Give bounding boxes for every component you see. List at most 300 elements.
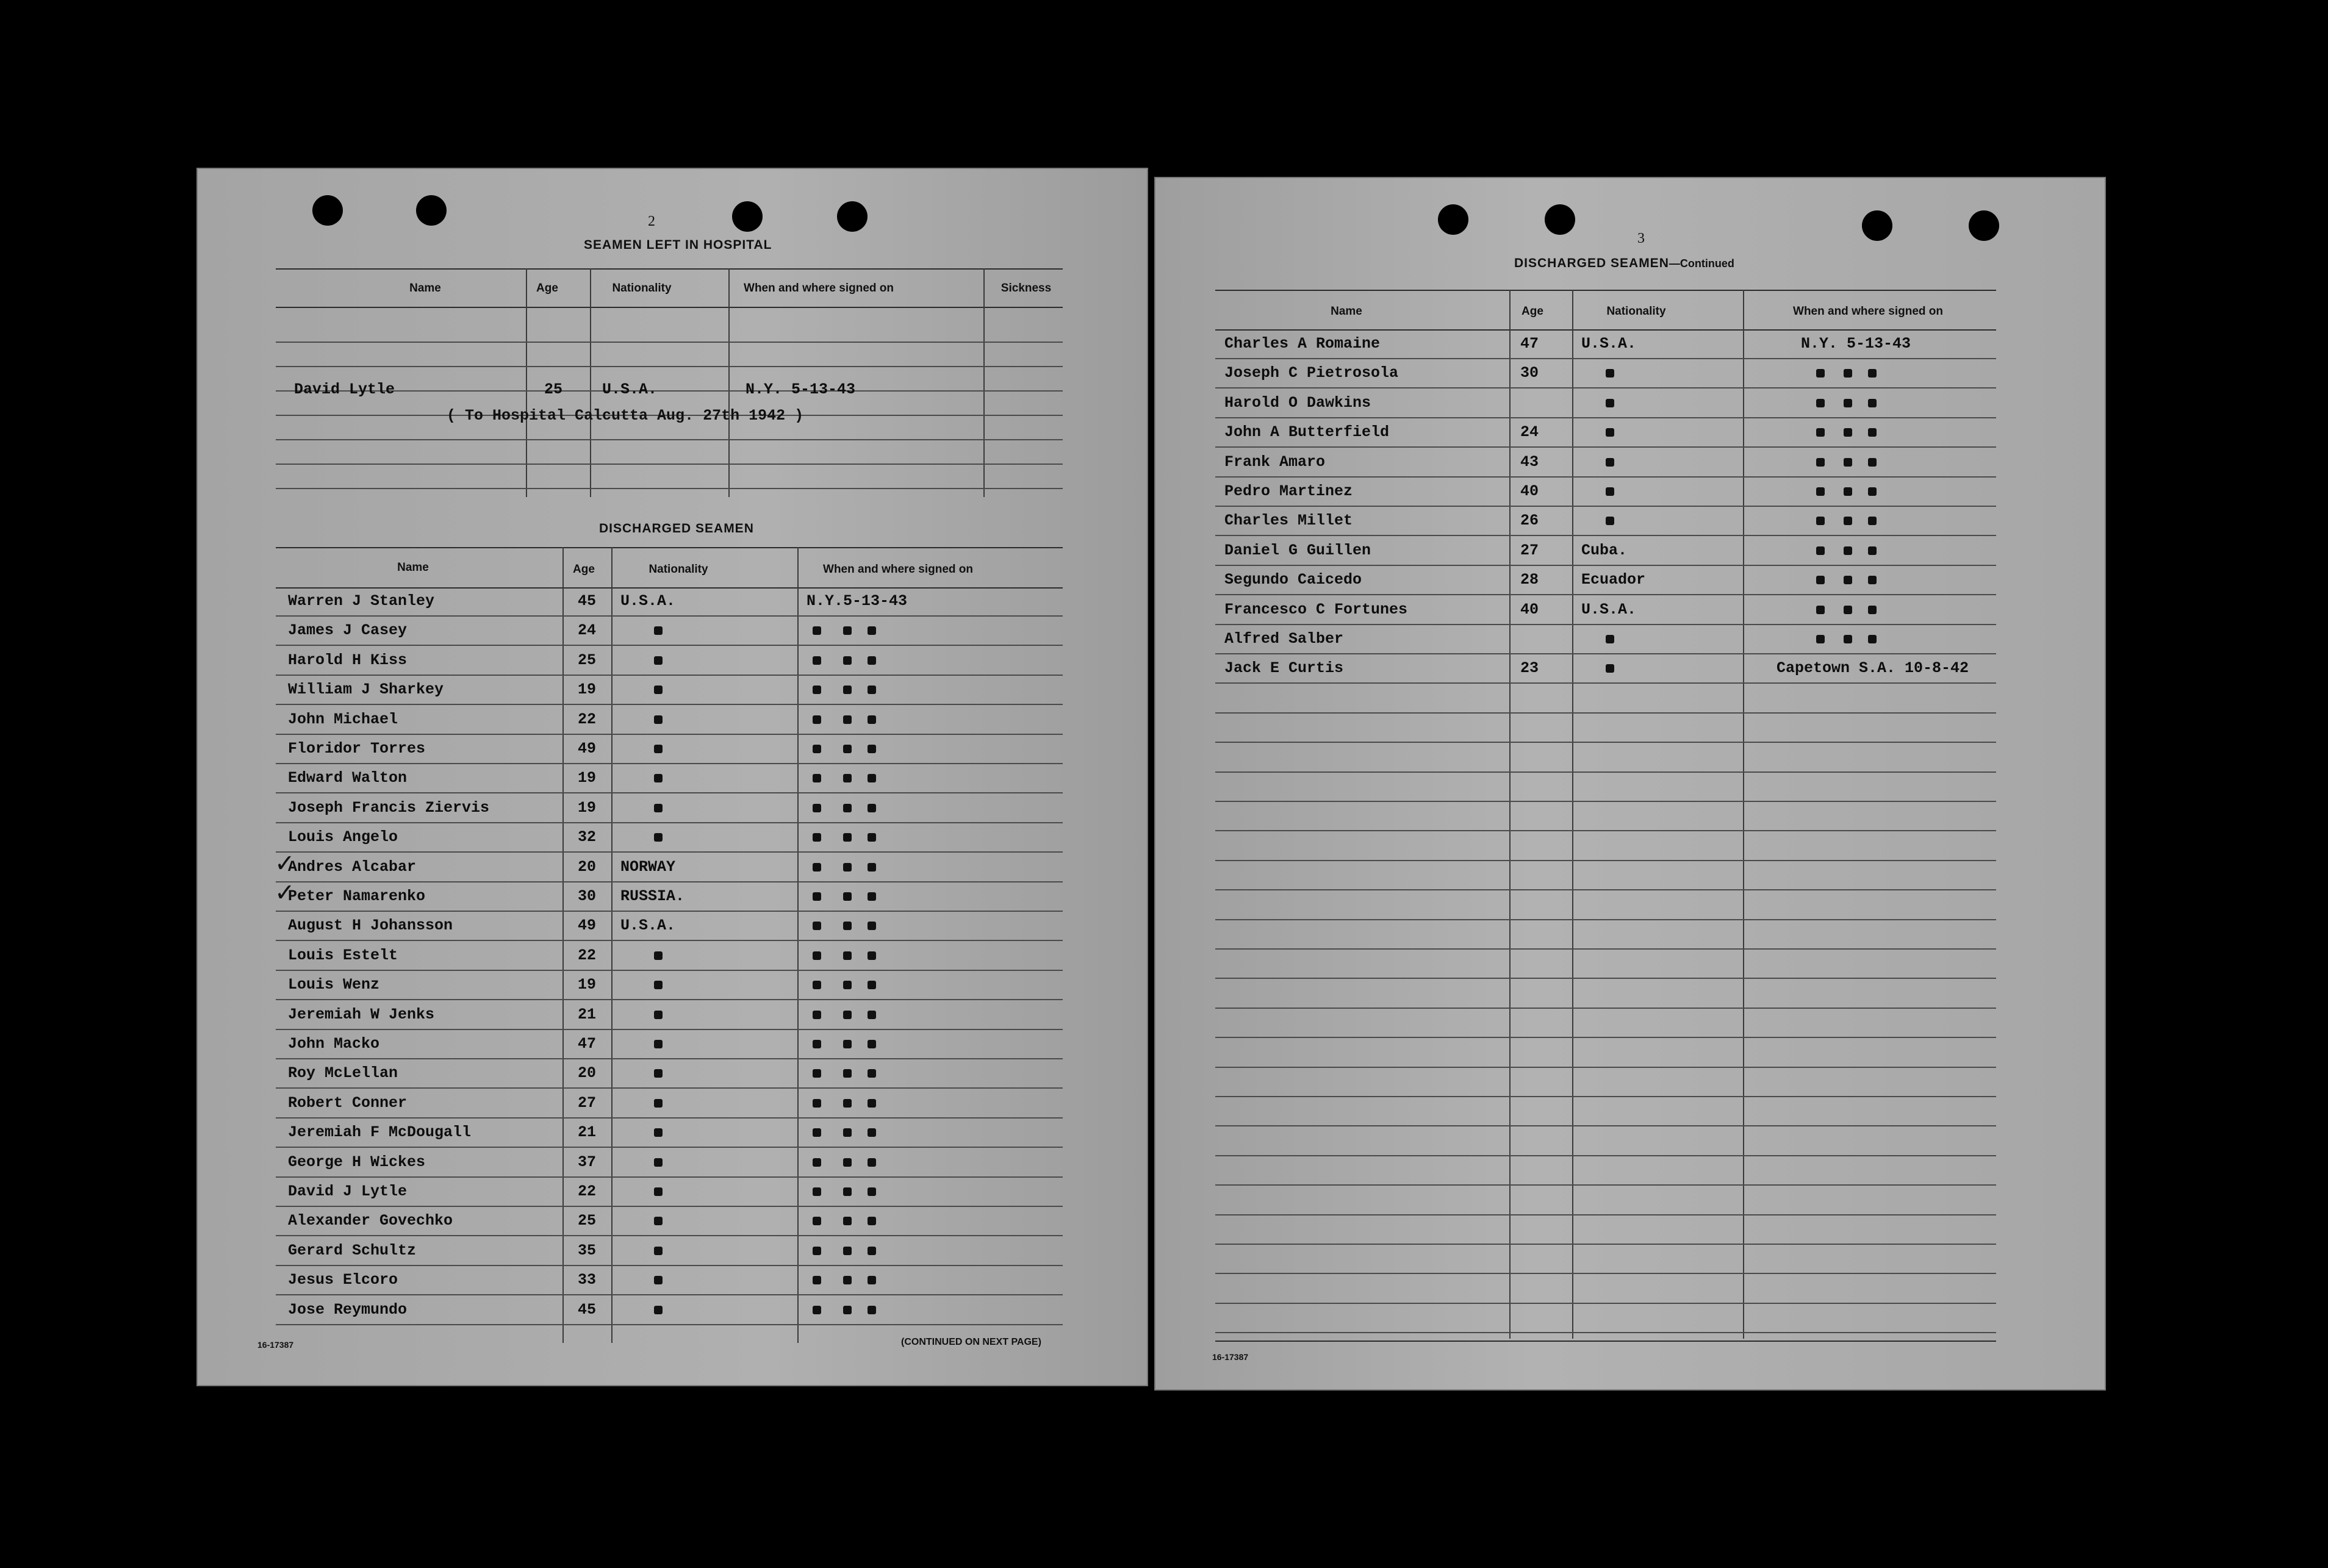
cell-name: John Macko [288,1035,380,1053]
table-row [1215,421,1996,445]
ditto-mark [1868,399,1877,407]
row-rule [276,792,1063,793]
ditto-mark [1606,664,1614,673]
cell-age: 47 [1520,335,1539,353]
header-rule [1215,329,1996,331]
table-row [276,1033,1063,1057]
ditto-mark [868,1247,876,1255]
cell-name: Warren J Stanley [288,592,435,610]
cell-nationality: U.S.A. [620,592,676,610]
cell-signed-on: N.Y. 5-13-43 [745,381,856,398]
ditto-mark [1816,428,1825,437]
row-rule [1215,1125,1996,1126]
ditto-mark [813,1069,821,1078]
hospital-note: ( To Hospital Calcutta Aug. 27th 1942 ) [447,407,804,424]
row-rule [1215,594,1996,595]
ditto-mark [843,892,852,901]
cell-name: Jose Reymundo [288,1300,408,1319]
punch-hole [1545,204,1575,235]
cell-age: 19 [578,798,597,817]
discharged-section-title: DISCHARGED SEAMEN [599,521,754,535]
ditto-mark [843,922,852,930]
ditto-mark [654,833,663,842]
cell-nationality: Cuba. [1581,541,1628,559]
cell-nationality: U.S.A. [602,381,658,398]
row-rule [276,488,1063,489]
ditto-mark [868,981,876,989]
ditto-mark [654,1040,663,1048]
ditto-mark [868,1187,876,1196]
cell-name: Jack E Curtis [1224,659,1344,678]
cell-name: Louis Wenz [288,976,380,994]
col-header-nationality: Nationality [648,563,708,576]
title-main: DISCHARGED SEAMEN [1514,256,1669,270]
cell-age: 30 [1520,364,1539,382]
col-header-signed-on: When and where signed on [823,563,973,576]
cell-age: 19 [578,769,597,787]
ditto-mark [813,981,821,989]
row-rule [276,1117,1063,1119]
table-row [1215,392,1996,416]
cell-age: 37 [578,1153,597,1171]
row-rule [1215,624,1996,625]
ditto-mark [868,626,876,635]
ditto-mark [1816,576,1825,584]
ditto-mark [843,626,852,635]
row-rule [1215,771,1996,773]
ditto-mark [813,1128,821,1137]
table-row [1215,539,1996,564]
row-rule [276,1265,1063,1266]
cell-name: Jeremiah W Jenks [288,1005,435,1023]
ditto-mark [654,1011,663,1019]
header-rule [276,307,1063,308]
ditto-mark [813,863,821,872]
table-row [276,590,1063,614]
ditto-mark [868,656,876,665]
row-rule [1215,565,1996,566]
table-row [276,1062,1063,1086]
row-rule [276,940,1063,941]
punch-hole [837,201,868,232]
ditto-mark [654,1306,663,1314]
ditto-mark [843,1306,852,1314]
ditto-mark [1844,399,1852,407]
row-rule [1215,476,1996,478]
row-rule [1215,1067,1996,1068]
table-row [276,649,1063,673]
ditto-mark [654,656,663,665]
table-row [276,767,1063,791]
ditto-mark [868,804,876,812]
ditto-mark [1844,369,1852,378]
row-rule [276,763,1063,764]
cell-name: Andres Alcabar [288,857,417,876]
row-rule [1215,387,1996,388]
ditto-mark [1816,458,1825,467]
cell-age: 43 [1520,453,1539,471]
cell-age: 25 [544,381,563,398]
ditto-mark [813,1306,821,1314]
page-number: 3 [1637,231,1645,246]
cell-age: 33 [578,1271,597,1289]
row-rule [1215,1184,1996,1186]
cell-name: Jesus Elcoro [288,1271,398,1289]
right-page [1154,177,2106,1391]
table-row [1215,332,1996,357]
row-rule [1215,978,1996,979]
cell-age: 45 [578,1300,597,1319]
cell-age: 23 [1520,659,1539,678]
ditto-mark [1844,606,1852,614]
ditto-mark [654,1158,663,1167]
cell-name: Charles A Romaine [1224,335,1381,353]
cell-name: Peter Namarenko [288,887,426,905]
ditto-mark [1816,369,1825,378]
ditto-mark [1868,428,1877,437]
ditto-mark [654,715,663,724]
row-rule [1215,712,1996,714]
table-row [276,973,1063,998]
ditto-mark [843,981,852,989]
ditto-mark [843,745,852,753]
table-row [276,1298,1063,1323]
ditto-mark [1844,458,1852,467]
ditto-mark [654,1276,663,1284]
ditto-mark [1868,369,1877,378]
ditto-mark [868,1306,876,1314]
table-row [276,708,1063,732]
ditto-mark [868,951,876,960]
ditto-mark [1868,576,1877,584]
row-rule [276,911,1063,912]
row-rule [276,615,1063,617]
cell-age: 24 [1520,423,1539,442]
cell-name: August H Johansson [288,917,453,935]
left-page [196,168,1148,1386]
ditto-mark [1868,606,1877,614]
col-header-age: Age [573,563,595,576]
row-rule [1215,1273,1996,1274]
row-rule [276,1294,1063,1295]
row-rule [276,1176,1063,1178]
col-header-nationality: Nationality [612,282,672,295]
ditto-mark [1868,517,1877,525]
ditto-mark [843,1099,852,1108]
ditto-mark [654,1128,663,1137]
ditto-mark [813,656,821,665]
ditto-mark [813,892,821,901]
form-number: 16-17387 [1212,1352,1249,1362]
cell-name: Alfred Salber [1224,630,1344,648]
ditto-mark [868,1128,876,1137]
table-row [1215,568,1996,593]
ditto-mark [868,1276,876,1284]
ditto-mark [868,715,876,724]
row-rule [276,881,1063,882]
cell-age: 45 [578,592,597,610]
col-header-name: Name [409,282,441,295]
row-rule [276,1206,1063,1207]
ditto-mark [1868,635,1877,643]
ditto-mark [1606,369,1614,378]
cell-age: 49 [578,740,597,757]
ditto-mark [1868,546,1877,555]
cell-name: Joseph Francis Ziervis [288,798,490,817]
ditto-mark [1606,399,1614,407]
cell-age: 27 [578,1094,597,1112]
cell-name: James J Casey [288,621,408,640]
ditto-mark [868,1069,876,1078]
row-rule [1215,1008,1996,1009]
cell-name: Pedro Martinez [1224,482,1353,500]
cell-name: Charles Millet [1224,512,1353,530]
ditto-mark [813,1276,821,1284]
ditto-mark [813,686,821,694]
table-top-rule [276,268,1063,270]
ditto-mark [1816,546,1825,555]
ditto-mark [813,1011,821,1019]
row-rule [1215,358,1996,359]
cell-name: Francesco C Fortunes [1224,600,1408,618]
ditto-mark [813,1158,821,1167]
row-rule [1215,948,1996,950]
row-rule [276,734,1063,735]
table-top-rule [1215,290,1996,291]
row-rule [1215,1096,1996,1097]
check-mark-icon: ✓ [275,879,295,907]
ditto-mark [813,1217,821,1225]
ditto-mark [654,686,663,694]
cell-age: 35 [578,1241,597,1259]
table-row [1215,480,1996,504]
table-row [276,1239,1063,1264]
ditto-mark [1844,576,1852,584]
table-row [276,378,1063,403]
cell-nationality: Ecuador [1581,571,1646,589]
table-row [1215,509,1996,534]
ditto-mark [654,1069,663,1078]
ditto-mark [813,1247,821,1255]
row-rule [1215,506,1996,507]
check-mark-icon: ✓ [275,849,295,878]
cell-age: 26 [1520,512,1539,530]
table-row [276,1003,1063,1028]
ditto-mark [813,804,821,812]
ditto-mark [1844,428,1852,437]
cell-name: Harold O Dawkins [1224,393,1371,412]
ditto-mark [1816,399,1825,407]
row-rule [1215,653,1996,654]
table-row [1215,451,1996,475]
cell-name: Louis Angelo [288,828,398,847]
ditto-mark [1844,635,1852,643]
ditto-mark [813,1187,821,1196]
cell-name: Gerard Schultz [288,1241,417,1259]
ditto-mark [868,1040,876,1048]
ditto-mark [1868,487,1877,496]
cell-name: William J Sharkey [288,681,444,699]
ditto-mark [813,774,821,782]
cell-name: David Lytle [294,381,395,398]
punch-hole [1969,210,1999,241]
cell-name: Alexander Govechko [288,1212,453,1230]
ditto-mark [1606,458,1614,467]
col-header-name: Name [1331,305,1362,318]
cell-age: 19 [578,976,597,994]
ditto-mark [654,1247,663,1255]
ditto-mark [813,922,821,930]
cell-nationality: U.S.A. [1581,335,1637,353]
col-header-signed-on: When and where signed on [744,282,894,295]
row-rule [1215,682,1996,684]
row-rule [276,999,1063,1000]
cell-nationality: U.S.A. [620,917,676,935]
ditto-mark [868,892,876,901]
row-rule [1215,1244,1996,1245]
row-rule [1215,801,1996,802]
cell-age: 40 [1520,600,1539,618]
cell-age: 21 [578,1005,597,1023]
cell-age: 25 [578,1212,597,1230]
form-number: 16-17387 [257,1340,294,1350]
table-row [276,737,1063,762]
cell-name: John Michael [288,710,398,728]
row-rule [276,366,1063,367]
ditto-mark [813,715,821,724]
cell-name: Robert Conner [288,1094,408,1112]
ditto-mark [843,1011,852,1019]
punch-hole [732,201,763,232]
cell-age: 19 [578,681,597,699]
continued-note: (CONTINUED ON NEXT PAGE) [901,1337,1041,1347]
cell-signed-on: Capetown S.A. 10-8-42 [1777,659,1969,678]
row-rule [276,645,1063,646]
title-suffix: —Continued [1669,257,1734,270]
cell-name: Daniel G Guillen [1224,541,1371,559]
row-rule [276,675,1063,676]
table-row [276,1209,1063,1234]
ditto-mark [843,1247,852,1255]
cell-signed-on: N.Y. 5-13-43 [1801,335,1911,353]
table-row [1215,657,1996,681]
ditto-mark [843,1217,852,1225]
cell-name: Edward Walton [288,769,408,787]
row-rule [276,1058,1063,1059]
table-bottom-rule [1215,1341,1996,1342]
ditto-mark [813,951,821,960]
cell-age: 25 [578,651,597,669]
ditto-mark [813,626,821,635]
row-rule [1215,1303,1996,1304]
cell-name: Joseph C Pietrosola [1224,364,1399,382]
ditto-mark [1868,458,1877,467]
cell-name: Segundo Caicedo [1224,571,1362,589]
ditto-mark [843,804,852,812]
cell-age: 20 [578,857,597,876]
table-row [1215,598,1996,623]
cell-name: Floridor Torres [288,740,426,757]
row-rule [276,464,1063,465]
row-rule [276,439,1063,440]
cell-age: 20 [578,1064,597,1083]
punch-hole [1862,210,1892,241]
cell-name: Harold H Kiss [288,651,408,669]
col-header-age: Age [1521,305,1543,318]
cell-age: 47 [578,1035,597,1053]
ditto-mark [843,1187,852,1196]
ditto-mark [868,745,876,753]
ditto-mark [868,1158,876,1167]
col-header-name: Name [397,561,429,574]
ditto-mark [654,626,663,635]
ditto-mark [813,833,821,842]
discharged-continued-title [1514,256,1734,271]
row-rule [276,1029,1063,1030]
ditto-mark [654,774,663,782]
table-row [276,826,1063,850]
ditto-mark [1606,635,1614,643]
cell-name: David J Lytle [288,1183,408,1200]
cell-age: 28 [1520,571,1539,589]
ditto-mark [654,745,663,753]
row-rule [1215,1037,1996,1038]
cell-name: John A Butterfield [1224,423,1390,442]
ditto-mark [868,1011,876,1019]
ditto-mark [1816,517,1825,525]
ditto-mark [843,774,852,782]
row-rule [1215,860,1996,861]
ditto-mark [843,715,852,724]
row-rule [276,342,1063,343]
ditto-mark [843,1276,852,1284]
ditto-mark [1606,428,1614,437]
col-header-sickness: Sickness [1001,282,1052,295]
ditto-mark [654,1187,663,1196]
ditto-mark [654,804,663,812]
punch-hole [1438,204,1468,235]
hospital-section-title: SEAMEN LEFT IN HOSPITAL [584,238,772,252]
row-rule [1215,919,1996,920]
cell-age: 21 [578,1123,597,1142]
row-rule [1215,446,1996,448]
row-rule [1215,535,1996,536]
row-rule [1215,1214,1996,1215]
ditto-mark [654,951,663,960]
row-rule [1215,830,1996,831]
row-rule [276,1235,1063,1236]
ditto-mark [843,863,852,872]
ditto-mark [654,1099,663,1108]
ditto-mark [843,833,852,842]
ditto-mark [813,1040,821,1048]
ditto-mark [843,1069,852,1078]
ditto-mark [1606,487,1614,496]
table-row [276,856,1063,880]
cell-age: 32 [578,828,597,847]
ditto-mark [843,1158,852,1167]
row-rule [1215,417,1996,418]
cell-name: Frank Amaro [1224,453,1326,471]
ditto-mark [868,1099,876,1108]
row-rule [276,1087,1063,1089]
col-header-age: Age [536,282,558,295]
ditto-mark [868,686,876,694]
table-row [276,1269,1063,1293]
table-row [276,1151,1063,1175]
ditto-mark [1816,606,1825,614]
cell-nationality: U.S.A. [1581,600,1637,618]
